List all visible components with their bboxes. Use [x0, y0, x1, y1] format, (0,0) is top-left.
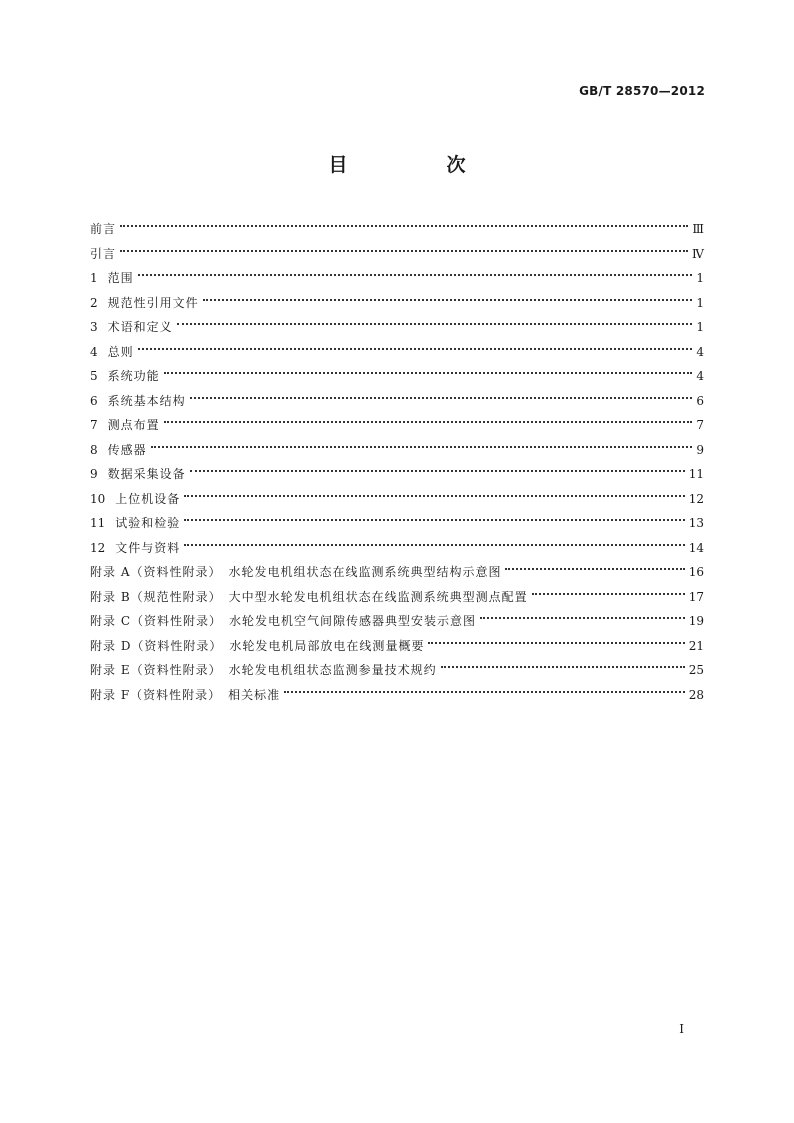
dot-leader — [428, 642, 684, 644]
toc-entry[interactable] — [90, 242, 704, 267]
toc-entry-label: 总则 — [107, 344, 134, 359]
dot-leader — [203, 299, 692, 301]
toc-entry-number: 6 — [90, 393, 98, 408]
toc-entry-label: 文件与资料 — [115, 540, 181, 555]
dot-leader — [164, 372, 692, 374]
toc-entry-label: 上位机设备 — [115, 491, 181, 506]
toc-entry-page: 19 — [688, 614, 704, 628]
toc-entry-label: 附录 F（资料性附录） 相关标准 — [90, 687, 281, 702]
toc-entry[interactable] — [90, 266, 704, 291]
toc-entry-page: 1 — [696, 320, 704, 334]
toc-entry-number: 3 — [90, 320, 98, 334]
page-title: 目 次 — [328, 154, 506, 176]
dot-leader — [284, 691, 685, 693]
toc-entry[interactable] — [90, 315, 704, 340]
dot-leader — [177, 323, 692, 325]
toc-entry-label: 引言 — [90, 246, 117, 261]
toc-entry-page: 17 — [688, 589, 704, 604]
dot-leader — [190, 397, 692, 399]
dot-leader — [120, 225, 688, 227]
toc-entry-page: 14 — [688, 540, 704, 555]
toc-entry-page: 4 — [696, 369, 704, 383]
toc-entry[interactable] — [90, 487, 704, 512]
toc-entry-page: 4 — [696, 344, 704, 359]
page-number: Ⅰ — [679, 1022, 684, 1036]
toc-entry-page: 16 — [688, 565, 704, 579]
toc-entry-number: 10 — [90, 491, 106, 506]
toc-entry[interactable] — [90, 462, 704, 487]
dot-leader — [151, 446, 692, 448]
toc-entry-page: 28 — [688, 687, 704, 702]
toc-entry-page: 9 — [696, 442, 704, 457]
toc-entry-number: 5 — [90, 369, 98, 383]
toc-entry[interactable] — [90, 364, 704, 389]
toc-entry-label: 传感器 — [107, 442, 147, 457]
dot-leader — [190, 470, 685, 472]
toc-entry-label: 附录 B（规范性附录） 大中型水轮发电机组状态在线监测系统典型测点配置 — [90, 589, 528, 604]
toc-entry[interactable] — [90, 511, 704, 536]
toc-entry-label: 附录 E（资料性附录） 水轮发电机组状态监测参量技术规约 — [90, 663, 437, 677]
toc-entry[interactable] — [90, 585, 704, 610]
toc-entry[interactable] — [90, 217, 704, 242]
toc-entry-label: 附录 A（资料性附录） 水轮发电机组状态在线监测系统典型结构示意图 — [90, 565, 502, 579]
toc-entry-label: 测点布置 — [107, 418, 160, 432]
toc-entry-label: 试验和检验 — [115, 516, 181, 530]
dot-leader — [184, 495, 684, 497]
dot-leader — [505, 568, 684, 570]
toc-entry-number: 1 — [90, 271, 98, 285]
dot-leader — [164, 421, 692, 423]
toc-entry-page: 1 — [696, 271, 704, 285]
toc-entry-page: Ⅳ — [692, 246, 704, 261]
dot-leader — [138, 348, 692, 350]
toc-entry-label: 范围 — [107, 271, 134, 285]
toc-entry-page: 12 — [688, 491, 704, 506]
toc-entry-label: 附录 C（资料性附录） 水轮发电机空气间隙传感器典型安装示意图 — [90, 614, 476, 628]
toc-entry[interactable] — [90, 658, 704, 683]
toc-entry-number: 4 — [90, 344, 98, 359]
toc-entry-page: 7 — [696, 418, 704, 432]
toc-entry[interactable] — [90, 389, 704, 414]
toc-entry-label: 数据采集设备 — [107, 467, 186, 481]
standard-number: GB/T 28570—2012 — [579, 84, 705, 98]
toc-entry-page: 11 — [688, 467, 704, 481]
toc-entry-page: 6 — [696, 393, 704, 408]
toc-entry-label: 术语和定义 — [107, 320, 173, 334]
dot-leader — [184, 519, 684, 521]
toc-entry[interactable] — [90, 609, 704, 634]
dot-leader — [138, 274, 692, 276]
toc-entry[interactable] — [90, 413, 704, 438]
toc-entry[interactable] — [90, 683, 704, 708]
toc-entry-number: 12 — [90, 540, 106, 555]
dot-leader — [441, 666, 685, 668]
toc-entry-label: 规范性引用文件 — [107, 295, 199, 310]
toc-entry[interactable] — [90, 438, 704, 463]
toc-entry-label: 系统基本结构 — [107, 393, 186, 408]
toc-entry[interactable] — [90, 340, 704, 365]
toc-entry-page: 25 — [688, 663, 704, 677]
table-of-contents — [90, 217, 704, 707]
toc-entry-page: 21 — [688, 638, 704, 653]
dot-leader — [120, 250, 688, 252]
toc-entry-page: 13 — [688, 516, 704, 530]
toc-entry-page: 1 — [696, 295, 704, 310]
dot-leader — [480, 617, 685, 619]
toc-entry-number: 9 — [90, 467, 98, 481]
toc-entry[interactable] — [90, 536, 704, 561]
dot-leader — [532, 593, 685, 595]
toc-entry-number: 7 — [90, 418, 98, 432]
toc-entry[interactable] — [90, 634, 704, 659]
toc-entry-number: 2 — [90, 295, 98, 310]
toc-entry[interactable] — [90, 291, 704, 316]
toc-entry-number: 11 — [90, 516, 106, 530]
dot-leader — [184, 544, 684, 546]
toc-entry-label: 系统功能 — [107, 369, 160, 383]
toc-entry-page: Ⅲ — [692, 222, 704, 236]
toc-entry-number: 8 — [90, 442, 98, 457]
toc-entry-label: 前言 — [90, 222, 117, 236]
toc-entry[interactable] — [90, 560, 704, 585]
toc-entry-label: 附录 D（资料性附录） 水轮发电机局部放电在线测量概要 — [90, 638, 425, 653]
